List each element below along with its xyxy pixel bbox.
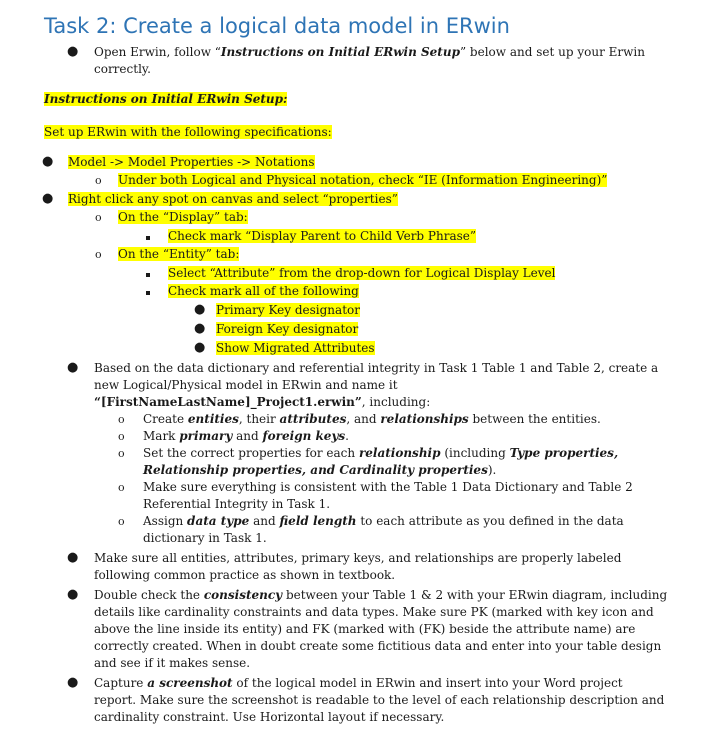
bullet-icon: ● xyxy=(67,675,79,690)
bullet-icon: ● xyxy=(67,550,79,565)
sub-item-datatype-2: dictionary in Task 1. xyxy=(143,531,267,545)
circle-bullet-icon: o xyxy=(118,413,125,426)
bullet-icon: ● xyxy=(67,44,79,59)
check-item: Show Migrated Attributes xyxy=(216,341,375,355)
circle-bullet-icon: o xyxy=(95,211,102,224)
setup-model: Model -> Model Properties -> Notations xyxy=(68,155,315,169)
square-bullet-icon xyxy=(146,228,150,245)
labels-line-2: following common practice as shown in textbook. xyxy=(94,568,396,582)
setup-entity-tab: On the “Entity” tab: xyxy=(118,247,240,261)
intro-line-1: Open Erwin, follow “Instructions on Initial ERwin Setup” below and set up your Erwin xyxy=(94,45,645,59)
sub-item-keys: Mark primary and foreign keys. xyxy=(143,429,349,443)
sub-item-consistency-1: Make sure everything is consistent with the Table 1 Data Dictionary and Table 2 xyxy=(143,480,633,494)
setup-display-tab: On the “Display” tab: xyxy=(118,210,248,224)
screenshot-line-3: cardinality constraint. Use Horizontal layout if necessary. xyxy=(94,710,445,724)
setup-entity-item-2: Check mark all of the following xyxy=(168,284,359,298)
page-title: Task 2: Create a logical data model in ERwin xyxy=(44,14,510,38)
sub-item-relationships-2: Relationship properties, and Cardinality properties). xyxy=(143,463,497,477)
screenshot-line-1: Capture a screenshot of the logical model in ERwin and insert into your Word project xyxy=(94,676,623,690)
square-bullet-icon xyxy=(146,283,150,300)
check-item: Foreign Key designator xyxy=(216,322,359,336)
bullet-icon: ● xyxy=(194,302,206,317)
setup-model-sub: Under both Logical and Physical notation, check “IE (Information Engineering)” xyxy=(118,173,608,187)
setup-subheading: Set up ERwin with the following specifications: xyxy=(44,125,332,139)
labels-line-1: Make sure all entities, attributes, primary keys, and relationships are properly labeled xyxy=(94,551,622,565)
setup-right-click: Right click any spot on canvas and select “properties” xyxy=(68,192,398,206)
bullet-icon: ● xyxy=(42,191,54,206)
screenshot-line-2: report. Make sure the screenshot is readable to the level of each relationship description and xyxy=(94,693,665,707)
sub-item-datatype-1: Assign data type and field length to each attribute as you defined in the data xyxy=(143,514,624,528)
sub-item-entities: Create entities, their attributes, and relationships between the entities. xyxy=(143,412,601,426)
sub-item-relationships-1: Set the correct properties for each relationship (including Type properties, xyxy=(143,446,619,460)
bullet-icon: ● xyxy=(42,154,54,169)
model-task-line-1: Based on the data dictionary and referential integrity in Task 1 Table 1 and Table 2, create a xyxy=(94,361,659,375)
circle-bullet-icon: o xyxy=(118,447,125,460)
setup-display-item: Check mark “Display Parent to Child Verb Phrase” xyxy=(168,229,477,243)
consistency-line-1: Double check the consistency between your Table 1 & 2 with your ERwin diagram, including xyxy=(94,588,668,602)
intro-line-2: correctly. xyxy=(94,62,151,76)
consistency-line-2: details like cardinality constraints and data types. Make sure PK (marked with key icon and xyxy=(94,605,654,619)
square-bullet-icon xyxy=(146,265,150,282)
consistency-line-5: and see if it makes sense. xyxy=(94,656,251,670)
bullet-icon: ● xyxy=(67,587,79,602)
bullet-icon: ● xyxy=(194,340,206,355)
circle-bullet-icon: o xyxy=(95,174,102,187)
consistency-line-3: above the line inside its entity) and FK (marked with (FK) beside the attribute name) are xyxy=(94,622,636,636)
sub-item-consistency-2: Referential Integrity in Task 1. xyxy=(143,497,331,511)
setup-entity-item-1: Select “Attribute” from the drop-down for Logical Display Level xyxy=(168,266,556,280)
check-item: Primary Key designator xyxy=(216,303,360,317)
model-task-line-3: “[FirstNameLastName]_Project1.erwin”, including: xyxy=(94,395,431,409)
bullet-icon: ● xyxy=(194,321,206,336)
circle-bullet-icon: o xyxy=(118,481,125,494)
model-task-line-2: new Logical/Physical model in ERwin and name it xyxy=(94,378,398,392)
circle-bullet-icon: o xyxy=(95,248,102,261)
circle-bullet-icon: o xyxy=(118,430,125,443)
bullet-icon: ● xyxy=(67,360,79,375)
consistency-line-4: correctly created. When in doubt create some fictitious data and enter into your table design xyxy=(94,639,662,653)
setup-heading: Instructions on Initial ERwin Setup: xyxy=(44,92,288,106)
circle-bullet-icon: o xyxy=(118,515,125,528)
